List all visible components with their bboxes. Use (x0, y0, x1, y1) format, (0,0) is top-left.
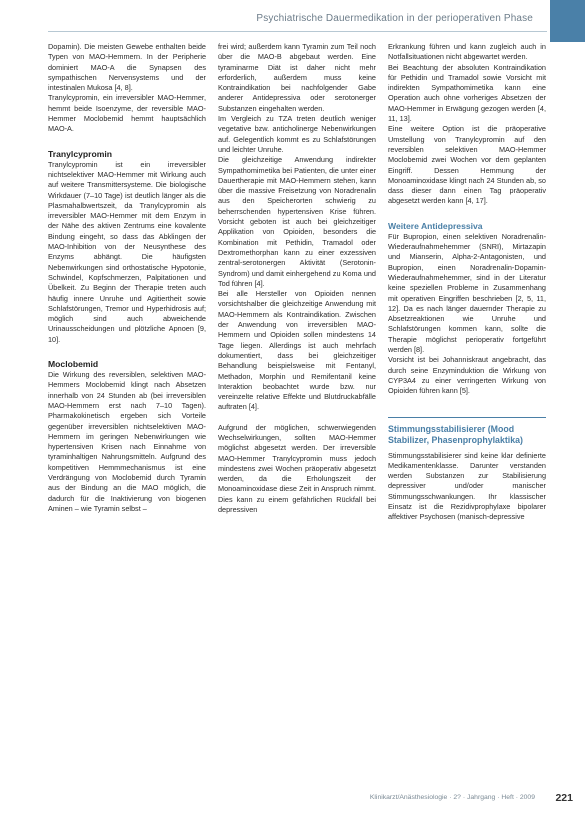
body-paragraph: frei wird; außerdem kann Tyramin zum Teil noch über die MAO-B abgebaut werden. Eine tyraminarme Diät ist daher nicht mehr erforderlich, außerdem muss keine Kontraindikation bei nachfolgender Gabe anderer Antidepressiva oder serotonerger Substanzen eingehalten werden. (218, 42, 376, 113)
body-paragraph: Für Bupropion, einen selektiven Noradrenalin-Wiederaufnahmehemmer (SNRI), Mirtazapin und Mianserin, Alpha-2-Antagonisten, und Bupropion, einen Noradrenalin-Dopamin-Wiederaufnahmehemmer, sind in der Literatur keine speziellen Probleme in Zusammenhang mit operativen Eingriffen beschrieben [2, 5, 11, 12]. Da es nach länger dauernder Therapie zu Absetzreaktionen wie Unruhe und Schlafstörungen kommen kann, sollte die Therapie möglichst perioperativ fortgeführt werden [8]. (388, 231, 546, 355)
section-heading: Moclobemid (48, 359, 99, 370)
footer-journal-info: Klinikarzt/Anästhesiologie · 2? · Jahrgang · Heft · 2009 (369, 794, 535, 801)
section-heading: Tranylcypromin (48, 148, 112, 159)
info-box-header (388, 417, 546, 447)
body-paragraph: Dopamin). Die meisten Gewebe enthalten beide Typen von MAO-Hemmern. In der Peripherie dominiert MAO-A die Synapsen des sympathischen Nervensystems und der intestinalen Mukosa [4, 8]. (48, 42, 206, 93)
column-2 (218, 42, 376, 780)
column-1 (48, 42, 206, 780)
article-body (48, 42, 546, 780)
body-paragraph: Vorsicht ist bei Johanniskraut angebracht, das durch seine Enzyminduktion die Wirkung von CYP3A4 zu einer verringerten Wirkung von Opioiden führen kann [5]. (388, 355, 546, 396)
body-paragraph: Tranylcypromin, ein irreversibler MAO-Hemmer, hemmt beide Isoenzyme, der reversible MAO-Hemmer Moclobemid hemmt hauptsächlich MAO-A. (48, 93, 206, 134)
info-box-title: Stimmungsstabilisierer (Mood Stabilizer, Phasenprophylaktika) (388, 423, 523, 445)
body-paragraph: Erkrankung führen und kann zugleich auch in Notfallsituationen nicht abgewartet werden. (388, 42, 546, 62)
running-header-title: Psychiatrische Dauermedikation in der perioperativen Phase (256, 13, 533, 24)
body-paragraph: Aufgrund der möglichen, schwerwiegenden Wechselwirkungen, sollten MAO-Hemmer möglichst abgesetzt werden. Der irreversible MAO-Hemmer Tranylcypromin muss jedoch mindestens zwei Wochen präoperativ abgesetzt werden, da die Erholungszeit der Monoaminoxidase diese Zeit in Anspruch nimmt. Dies kann zu einem gefährlichen Rückfall bei depressiven (218, 422, 376, 515)
section-heading: Weitere Antidepressiva (388, 220, 483, 231)
body-paragraph: Stimmungsstabilisierer sind keine klar definierte Medikamentenklasse. Darunter verstanden werden Substanzen zur Stabilisierung depressiver und/oder manischer Stimmungsschwankungen. Ihr klassischer Einsatz ist die Rezidivprophylaxe bipolarer affektiver Psychosen (manisch-depressive (388, 450, 546, 522)
body-paragraph: Bei alle Hersteller von Opioiden nennen vorsichtshalber die gleichzeitige Anwendung mit MAO-Hemmern als Kontraindikation. Zwischen der Anwendung von irreversiblen MAO-Hemmern und Opioiden sollen mindestens 14 Tage liegen. Allerdings ist auch mehrfach dokumentiert, dass bei gleichzeitiger Behandlung beispielsweise mit Fentanyl, Methadon, Morphin und Remifentanil keine Interaktion beobachtet wurde bzw. nur vereinzelte relative Effekte und Blutdruckabfälle auftraten [4]. (218, 289, 376, 412)
page-number: 221 (555, 792, 573, 804)
section-tab-marker (550, 0, 585, 42)
body-paragraph: Im Vergleich zu TZA treten deutlich weniger vegetative bzw. anticholinerge Nebenwirkungen auf. Gelegentlich kommt es zu Schlafstörungen und leichter Unruhe. (218, 114, 376, 154)
column-3 (388, 42, 546, 780)
body-paragraph: Die gleichzeitige Anwendung indirekter Sympathomimetika bei Patienten, die unter einer Dauertherapie mit MAO-Hemmern stehen, kann über die massive Freisetzung von Noradrenalin aus den Speicherorten schwierig zu beherrschenden hypertensiven Krise führen. Vorsicht geboten ist auch bei gleichzeitiger Applikation von Opioiden, besonders die Kombination mit Pethidin, Tramadol oder Dextromethorphan kann zu einer exzessiven zentral-serotonergen Aktivität (Serotonin-Syndrom) und damit einhergehend zu Koma und Tod führen [4]. (218, 155, 376, 288)
header-divider (48, 31, 547, 32)
body-paragraph: Tranylcypromin ist ein irreversibler nichtselektiver MAO-Hemmer mit Wirkung auch auf weitere Transmittersysteme. Die biologische Wirkdauer (7–10 Tage) ist deutlich länger als die Plasmahalbwertszeit, da Tranylcypromin als irreversibler MAO-Hemmer mit dem Enzym in der Nähe des aktiven Zentrums eine kovalente Bindung eingeht, so dass das Abklingen der MAO-Inhibition von der Neusynthese des Enzyms abhängt. Die häufigsten Nebenwirkungen sind orthostatische Hypotonie, Schwindel, Kopfschmerzen, Palpitationen und Übelkeit. Zu Beginn der Therapie treten auch häufig innere Unruhe und Agitiertheit sowie Schlafstörungen, Tremor und Hyperhidrosis auf; möglich sind auch abweichende Urinausscheidungen und plötzliche Apnoen [9, 10]. (48, 159, 206, 344)
body-paragraph: Eine weitere Option ist die präoperative Umstellung von Tranylcypromin auf den reversiblen selektiven MAO-Hemmer Moclobemid zwei Wochen vor dem geplanten Eingriff. Dessen Hemmung der Monoaminoxidase klingt nach 24 Stunden ab, so dass dieser dann einen Tag präoperativ abgesetzt werden kann [4, 17]. (388, 124, 546, 206)
body-paragraph: Die Wirkung des reversiblen, selektiven MAO-Hemmers Moclobemid klingt nach Absetzen innerhalb von 24 Stunden ab (bei irreversiblen MAO-Hemmern erst nach 7–10 Tagen). Pharmakokinetisch ergeben sich Vorteile gegenüber irreversiblen nichtselektiven MAO-Hemmern im geringen Nebenwirkungen wie hypertensiven Krisen nach Einnahme von tyraminhaltigen Nahrungsmitteln. Aufgrund des kompetitiven Hemmmechanismus ist eine Verdrängung von Moclobemid durch Tyramin aus der Bindung an die MAO möglich, die dadurch für die Inaktivierung von biogenen Aminen – wie Tyramin selbst – (48, 370, 206, 513)
body-paragraph: Bei Beachtung der absoluten Kontraindikation für Pethidin und Tramadol sowie Vorsicht mit indirekten Sympathomimetika kann eine Operation auch ohne vorheriges Absetzen der MAO-Hemmer in Erwägung gezogen werden [4, 11, 13]. (388, 62, 546, 124)
